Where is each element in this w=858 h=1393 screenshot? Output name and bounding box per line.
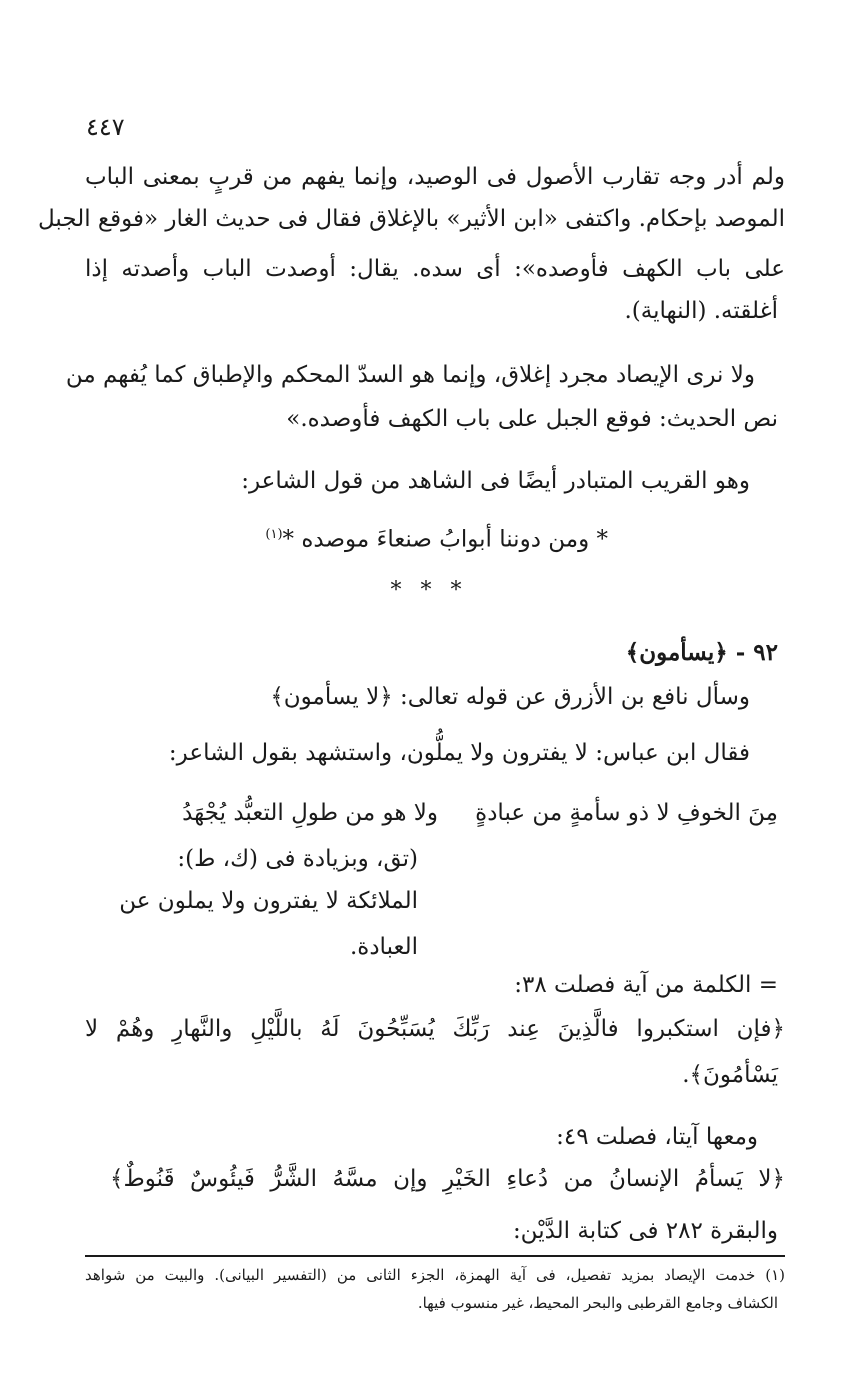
- commentary-line: والبقرة ٢٨٢ فى كتابة الدَّيْن:: [512, 1218, 778, 1244]
- footnote-rule: [85, 1255, 785, 1257]
- footnote-line: (١) خدمت الإيصاد بمزيد تفصيل، فى آية الهمزة، الجزء الثانى من (التفسير البيانى). والبيت من شواهد: [85, 1266, 785, 1284]
- footnote-marker: (١): [265, 527, 283, 542]
- poem-hemistich-1: مِنَ الخوفِ لا ذو سأمةٍ من عبادةٍ: [475, 800, 778, 826]
- commentary-line: ﴿فإن استكبروا فالَّذِينَ عِند رَبِّكَ يُسَبِّحُونَ لَهُ باللَّيْلِ والنَّهارِ وهُمْ لا: [85, 1016, 785, 1042]
- poem-hemistich-2: ولا هو من طولِ التعبُّد يُجْهَدُ: [182, 800, 438, 826]
- verse-line: [265, 518, 608, 557]
- verse-text: * ومن دوننا أبوابُ صنعاءَ موصده *: [282, 526, 608, 553]
- body-line: الموصد بإحكام. واكتفى «ابن الأثير» بالإغلاق فقال فى حديث الغار «فوقع الجبل: [38, 206, 785, 232]
- page-number: ٤٤٧: [86, 113, 125, 141]
- entry-question: وسأل نافع بن الأزرق عن قوله تعالى: ﴿لا يسأمون﴾: [270, 684, 750, 710]
- commentary-line: = الكلمة من آية فصلت ٣٨:: [514, 972, 778, 998]
- body-line: وهو القريب المتبادر أيضًا فى الشاهد من قول الشاعر:: [241, 468, 750, 494]
- commentary-line: يَسْأمُونَ﴾.: [682, 1062, 778, 1088]
- body-line: نص الحديث: فوقع الجبل على باب الكهف فأوصده.»: [286, 406, 778, 432]
- section-separator: * * *: [390, 578, 468, 603]
- commentary-line: ومعها آيتا، فصلت ٤٩:: [556, 1124, 758, 1150]
- body-line: على باب الكهف فأوصده»: أى سده. يقال: أوصدت الباب وأصدته إذا: [85, 256, 785, 282]
- entry-heading: ٩٢ - ﴿يسأمون﴾: [625, 639, 778, 666]
- body-line: ولم أدر وجه تقارب الأصول فى الوصيد، وإنما يفهم من قربٍ بمعنى الباب: [85, 164, 785, 190]
- footnote-line: الكشاف وجامع القرطبى والبحر المحيط، غير منسوب فيها.: [417, 1294, 778, 1312]
- variant-line: العبادة.: [349, 934, 418, 960]
- variant-line: (تق، وبزيادة فى (ك، ط):: [177, 846, 418, 872]
- entry-answer: فقال ابن عباس: لا يفترون ولا يملُّون، واستشهد بقول الشاعر:: [168, 740, 750, 766]
- body-line: ولا نرى الإيصاد مجرد إغلاق، وإنما هو السدّ المحكم والإطباق كما يُفهم من: [65, 362, 755, 388]
- commentary-line: ﴿لا يَسأمُ الإنسانُ من دُعاءِ الخَيْرِ وإن مسَّهُ الشَّرُّ فَيئُوسٌ قَنُوطٌ﴾: [110, 1166, 785, 1192]
- variant-line: الملائكة لا يفترون ولا يملون عن: [119, 888, 418, 914]
- body-line: أغلقته. (النهاية).: [624, 298, 778, 324]
